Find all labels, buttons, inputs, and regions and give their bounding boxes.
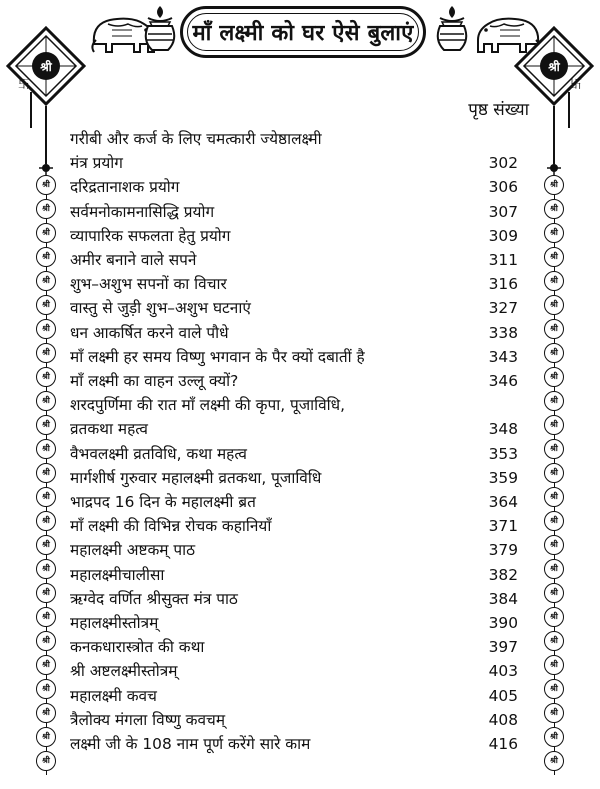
- shri-bead-icon: श्री: [36, 415, 56, 435]
- swastika-right-icon: 卐: [569, 77, 583, 91]
- toc-entry-page: 408: [488, 710, 518, 729]
- toc-entry: [70, 659, 518, 683]
- shri-bead-icon: श्री: [36, 511, 56, 531]
- toc-entry-page: 397: [488, 638, 518, 657]
- toc-entry-title: व्रतकथा महत्व: [70, 420, 148, 439]
- toc-entry-title: वैभवलक्ष्मी व्रतविधि, कथा महत्व: [70, 444, 247, 463]
- shri-bead-icon: श्री: [36, 679, 56, 699]
- toc-entry-page: 353: [488, 444, 518, 463]
- shri-bead-icon: श्री: [544, 247, 564, 267]
- toc-entry-title: शुभ–अशुभ सपनों का विचार: [70, 275, 227, 294]
- shri-bead-icon: श्री: [544, 439, 564, 459]
- shri-bead-icon: श्री: [544, 343, 564, 363]
- shri-bead-icon: श्री: [36, 535, 56, 555]
- toc-entry-title: मंत्र प्रयोग: [70, 154, 123, 173]
- shri-bead-icon: श्री: [36, 319, 56, 339]
- shri-bead-icon: श्री: [36, 559, 56, 579]
- page-number-column-header: पृष्ठ संख्या: [468, 100, 529, 120]
- toc-entry-title: अमीर बनाने वाले सपने: [70, 251, 197, 270]
- kite-string-right-2: [568, 92, 570, 128]
- toc-entry: [70, 611, 518, 635]
- shri-bead-icon: श्री: [36, 631, 56, 651]
- toc-entry-page: 327: [488, 299, 518, 318]
- shri-bead-icon: श्री: [36, 727, 56, 747]
- shri-bead-icon: श्री: [544, 223, 564, 243]
- toc-entry-page: 311: [488, 251, 518, 270]
- toc-entry-page: 371: [488, 517, 518, 536]
- shri-bead-icon: श्री: [544, 487, 564, 507]
- toc-entry: [70, 417, 518, 441]
- kite-left-label: श्री: [40, 60, 52, 74]
- shri-bead-icon: श्री: [544, 463, 564, 483]
- toc-entry-page: 416: [488, 735, 518, 754]
- right-bead-border: [543, 175, 565, 775]
- toc-entry-page: 390: [488, 614, 518, 633]
- shri-bead-icon: श्री: [36, 583, 56, 603]
- shri-bead-icon: श्री: [544, 679, 564, 699]
- shri-bead-icon: श्री: [544, 271, 564, 291]
- shri-bead-icon: श्री: [544, 631, 564, 651]
- kite-string-left: [45, 106, 47, 164]
- toc-entry: [70, 393, 518, 417]
- shri-bead-icon: श्री: [544, 655, 564, 675]
- toc-entry: [70, 442, 518, 466]
- kite-right-icon: [514, 26, 594, 106]
- toc-entry: [70, 563, 518, 587]
- toc-entry: [70, 175, 518, 199]
- toc-entry-title: ऋग्वेद वर्णित श्रीसुक्त मंत्र पाठ: [70, 589, 238, 608]
- shri-bead-icon: श्री: [544, 295, 564, 315]
- toc-entry-page: 306: [488, 178, 518, 197]
- toc-entry: [70, 272, 518, 296]
- kite-string-left-2: [30, 92, 32, 128]
- page-title: माँ लक्ष्मी को घर ऐसे बुलाएं: [192, 21, 414, 46]
- shri-bead-icon: श्री: [544, 583, 564, 603]
- shri-bead-icon: श्री: [36, 439, 56, 459]
- toc-entry-page: 348: [488, 420, 518, 439]
- shri-bead-icon: श्री: [36, 343, 56, 363]
- shri-bead-icon: श्री: [544, 319, 564, 339]
- toc-entry: [70, 684, 518, 708]
- toc-entry-page: 403: [488, 662, 518, 681]
- toc-entry-page: 384: [488, 589, 518, 608]
- toc-entry-page: 364: [488, 493, 518, 512]
- toc-entry-title: वास्तु से जुड़ी शुभ–अशुभ घटनाएं: [70, 299, 251, 318]
- toc-entry: [70, 732, 518, 756]
- shri-bead-icon: श्री: [36, 703, 56, 723]
- toc-entry: [70, 538, 518, 562]
- knot-right-icon: [547, 161, 561, 175]
- shri-bead-icon: श्री: [36, 223, 56, 243]
- shri-bead-icon: श्री: [36, 751, 56, 771]
- shri-bead-icon: श्री: [544, 415, 564, 435]
- shri-bead-icon: श्री: [544, 703, 564, 723]
- toc-entry-title: भाद्रपद 16 दिन के महालक्ष्मी ब्रत: [70, 493, 256, 512]
- kite-left-icon: [6, 26, 86, 106]
- table-of-contents: [70, 127, 518, 756]
- kite-string-right: [553, 106, 555, 164]
- toc-entry-page: 302: [488, 154, 518, 173]
- shri-bead-icon: श्री: [544, 535, 564, 555]
- shri-bead-icon: श्री: [36, 655, 56, 675]
- toc-entry: [70, 635, 518, 659]
- swastika-left-icon: 卐: [17, 77, 31, 91]
- shri-bead-icon: श्री: [36, 487, 56, 507]
- toc-entry-page: 379: [488, 541, 518, 560]
- kalash-left-icon: [140, 4, 180, 54]
- toc-entry: [70, 127, 518, 151]
- shri-bead-icon: श्री: [36, 391, 56, 411]
- toc-entry-title: माँ लक्ष्मी की विभिन्न रोचक कहानियाँ: [70, 517, 272, 536]
- shri-bead-icon: श्री: [36, 463, 56, 483]
- shri-bead-icon: श्री: [544, 199, 564, 219]
- shri-bead-icon: श्री: [544, 559, 564, 579]
- toc-entry: [70, 200, 518, 224]
- shri-bead-icon: श्री: [544, 751, 564, 771]
- toc-entry-page: 359: [488, 468, 518, 487]
- toc-entry: [70, 224, 518, 248]
- toc-entry-title: शरदपुर्णिमा की रात माँ लक्ष्मी की कृपा, पूजाविधि,: [70, 396, 346, 415]
- shri-bead-icon: श्री: [544, 727, 564, 747]
- toc-entry: [70, 708, 518, 732]
- title-frame: [180, 6, 426, 58]
- knot-left-icon: [39, 161, 53, 175]
- toc-entry-title: गरीबी और कर्ज के लिए चमत्कारी ज्येष्ठालक्ष्मी: [70, 130, 322, 148]
- shri-bead-icon: श्री: [544, 511, 564, 531]
- shri-bead-icon: श्री: [544, 175, 564, 195]
- toc-entry-title: महालक्ष्मीस्तोत्रम्: [70, 614, 159, 633]
- toc-entry-title: महालक्ष्मी कवच: [70, 686, 157, 705]
- shri-bead-icon: श्री: [544, 607, 564, 627]
- toc-entry: [70, 587, 518, 611]
- toc-entry-page: 309: [488, 226, 518, 245]
- shri-bead-icon: श्री: [36, 367, 56, 387]
- toc-entry-title: कनकधारास्त्रोत की कथा: [70, 638, 205, 657]
- toc-entry: [70, 296, 518, 320]
- kite-right-label: श्री: [548, 60, 560, 74]
- shri-bead-icon: श्री: [36, 607, 56, 627]
- shri-bead-icon: श्री: [36, 199, 56, 219]
- shri-bead-icon: श्री: [36, 295, 56, 315]
- kalash-right-icon: [432, 4, 472, 54]
- shri-bead-icon: श्री: [544, 367, 564, 387]
- toc-entry-page: 346: [488, 372, 518, 391]
- toc-entry-page: 343: [488, 347, 518, 366]
- toc-entry: [70, 490, 518, 514]
- shri-bead-icon: श्री: [36, 247, 56, 267]
- toc-entry: [70, 466, 518, 490]
- toc-entry-title: त्रैलोक्य मंगला विष्णु कवचम्: [70, 710, 226, 729]
- toc-entry: [70, 248, 518, 272]
- shri-bead-icon: श्री: [36, 175, 56, 195]
- toc-entry-title: महालक्ष्मी अष्टकम् पाठ: [70, 541, 196, 560]
- toc-entry-title: धन आकर्षित करने वाले पौधे: [70, 323, 229, 342]
- toc-entry: [70, 514, 518, 538]
- toc-entry-title: लक्ष्मी जी के 108 नाम पूर्ण करेंगे सारे काम: [70, 735, 311, 754]
- toc-entry-page: 316: [488, 275, 518, 294]
- toc-entry-title: व्यापारिक सफलता हेतु प्रयोग: [70, 226, 231, 245]
- toc-entry-page: 382: [488, 565, 518, 584]
- toc-entry-title: माँ लक्ष्मी का वाहन उल्लू क्यों?: [70, 372, 239, 391]
- toc-entry: [70, 345, 518, 369]
- toc-entry-title: मार्गशीर्ष गुरुवार महालक्ष्मी व्रतकथा, पूजाविधि: [70, 468, 322, 487]
- toc-entry: [70, 369, 518, 393]
- toc-entry-page: 307: [488, 202, 518, 221]
- toc-entry-title: श्री अष्टलक्ष्मीस्तोत्रम्: [70, 662, 178, 681]
- toc-entry-title: सर्वमनोकामनासिद्धि प्रयोग: [70, 202, 215, 221]
- toc-entry-title: माँ लक्ष्मी हर समय विष्णु भगवान के पैर क्यों दबातीं है: [70, 347, 365, 366]
- toc-entry: [70, 151, 518, 175]
- toc-entry-page: 338: [488, 323, 518, 342]
- shri-bead-icon: श्री: [544, 391, 564, 411]
- toc-entry-page: 405: [488, 686, 518, 705]
- left-bead-border: [35, 175, 57, 775]
- toc-entry-title: दरिद्रतानाशक प्रयोग: [70, 178, 180, 197]
- shri-bead-icon: श्री: [36, 271, 56, 291]
- toc-entry-title: महालक्ष्मीचालीसा: [70, 565, 165, 584]
- toc-entry: [70, 321, 518, 345]
